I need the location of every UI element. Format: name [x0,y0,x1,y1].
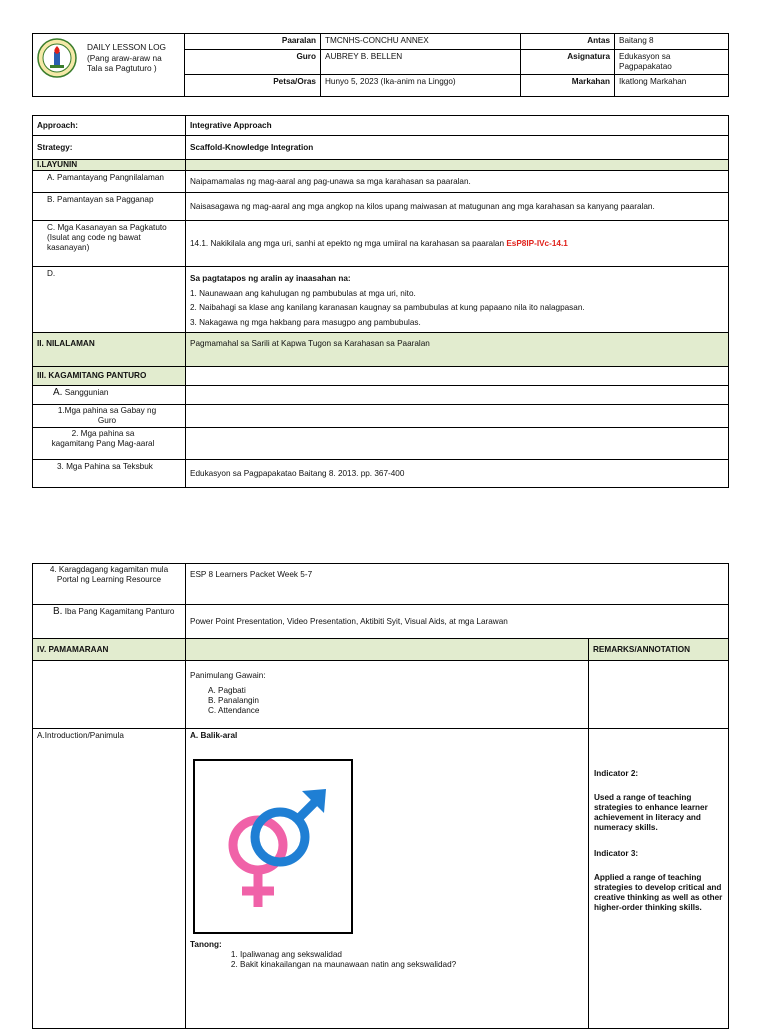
balik-aral-title: A. Balik-aral [190,731,238,740]
layunin-heading: I.LAYUNIN [33,160,186,171]
tanong-list [190,950,584,970]
d-label: D. [33,267,186,333]
list-item: 2. Bakit kinakailangan na maunawaan natin ang sekswalidad? [240,960,584,970]
tanong-title: Tanong: [190,940,222,949]
panimulang-title: Panimulang Gawain: [190,671,266,680]
pagganap-value: Naisasagawa ng mag-aaral ang mga angkop na kilos upang maiwasan at matugunan ang mga karahasan sa kanyang paaralan. [186,193,729,221]
kagamitan-value [186,367,729,386]
objective-item: 2. Naibahagi sa klase ang kanilang karanasan kaugnay sa pambubulas at kung papaano nila ito nalagpasan. [190,303,585,312]
petsa-value: Hunyo 5, 2023 (Ika-anim na Linggo) [321,75,521,97]
paaralan-value: TMCNHS-CONCHU ANNEX [321,34,521,50]
markahan-value: Ikatlong Markahan [615,75,729,97]
gender-symbols-icon [198,767,348,927]
indicator-3-text: Applied a range of teaching strategies to develop critical and creative thinking as well as other higher-order thinking skills. [594,873,723,912]
kagamitan-label: III. KAGAMITANG PANTURO [33,367,186,386]
antas-value: Baitang 8 [615,34,729,50]
sanggunian-letter: A. [53,387,63,398]
antas-label: Antas [521,34,615,50]
lesson-plan-table [32,115,729,488]
kasanayan-value [186,221,729,267]
iba-label [33,605,186,639]
panimulang-cell [186,661,589,729]
layunin-heading-fill [186,160,729,171]
indicator-2-text: Used a range of teaching strategies to enhance learner achievement in literacy and numeracy skills. [594,793,708,832]
portal-value: ESP 8 Learners Packet Week 5-7 [186,564,729,605]
portal-label: 4. Karagdagang kagamitan mula Portal ng Learning Resource [33,564,186,605]
asignatura-label: Asignatura [521,50,615,75]
introduction-label: A.Introduction/Panimula [33,729,186,1029]
teksbuk-value: Edukasyon sa Pagpapakatao Baitang 8. 2013. pp. 367-400 [186,460,729,488]
paaralan-label: Paaralan [185,34,321,50]
logo-title: DAILY LESSON LOG [87,42,167,53]
iba-letter: B. [53,606,63,617]
remarks-cell [589,729,729,1029]
list-item: C. Attendance [208,706,260,715]
pamantayang-value: Naipamamalas ng mag-aaral ang pag-unawa sa mga karahasan sa paaralan. [186,171,729,193]
sexuality-image [193,759,353,934]
logo-subtitle-2: Tala sa Pagtuturo ) [87,63,157,74]
asignatura-value: Edukasyon sa Pagpapakatao [615,50,729,75]
remarks-label: REMARKS/ANNOTATION [589,639,729,661]
objectives-intro: Sa pagtatapos ng aralin ay inaasahan na: [190,274,351,283]
introduction-cell [186,729,589,1029]
school-seal-icon [37,38,77,78]
list-item: 1. Ipaliwanag ang sekswalidad [240,950,584,960]
iba-text: Iba Pang Kagamitang Panturo [64,607,175,616]
kasanayan-label-1: C. Mga Kasanayan sa Pagkatuto [47,223,167,232]
procedure-table [32,563,729,1029]
competency-code: EsP8IP-IVc-14.1 [506,238,568,248]
petsa-label: Petsa/Oras [185,75,321,97]
nilalaman-label: II. NILALAMAN [33,333,186,367]
guro-value: AUBREY B. BELLEN [321,50,521,75]
nilalaman-value: Pagmamahal sa Sarili at Kapwa Tugon sa Karahasan sa Paaralan [186,333,729,367]
panimulang-remarks [589,661,729,729]
pamamaraan-fill [186,639,589,661]
pamamaraan-label: IV. PAMAMARAAN [33,639,186,661]
approach-value: Integrative Approach [186,116,729,136]
strategy-value: Scaffold-Knowledge Integration [186,136,729,160]
sanggunian-text: Sanggunian [64,388,109,397]
sanggunian-label [33,386,186,405]
panimulang-list [190,686,584,716]
logo-subtitle-1: (Pang araw-araw na [87,52,162,63]
objectives-cell [186,267,729,333]
list-item: A. Pagbati [208,686,246,695]
magaaral-label: 2. Mga pahina sa kagamitang Pang Mag-aaral [33,428,186,460]
gabay-value [186,405,729,428]
kasanayan-label [33,221,186,267]
guro-label: Guro [185,50,321,75]
strategy-label: Strategy: [33,136,186,160]
panimulang-left [33,661,186,729]
gabay-label: 1.Mga pahina sa Gabay ng Guro [33,405,186,428]
approach-label: Approach: [33,116,186,136]
pagganap-label: B. Pamantayan sa Pagganap [33,193,186,221]
list-item: B. Panalangin [208,696,259,705]
indicator-3-title: Indicator 3: [594,849,639,858]
sanggunian-value [186,386,729,405]
header-table [32,33,729,97]
logo-cell [33,34,185,97]
kasanayan-text: 14.1. Nakikilala ang mga uri, sanhi at epekto ng mga umiiral na karahasan sa paaralan [190,238,505,248]
indicator-2-title: Indicator 2: [594,769,639,778]
kasanayan-label-2: (Isulat ang code ng bawat kasanayan) [47,233,141,252]
pamantayang-label: A. Pamantayang Pangnilalaman [33,171,186,193]
magaaral-value [186,428,729,460]
iba-value: Power Point Presentation, Video Presentation, Aktibiti Syit, Visual Aids, at mga Larawan [186,605,729,639]
objective-item: 1. Naunawaan ang kahulugan ng pambubulas at mga uri, nito. [190,288,416,298]
objective-item: 3. Nakagawa ng mga hakbang para masugpo ang pambubulas. [190,317,421,327]
teksbuk-label: 3. Mga Pahina sa Teksbuk [33,460,186,488]
markahan-label: Markahan [521,75,615,97]
